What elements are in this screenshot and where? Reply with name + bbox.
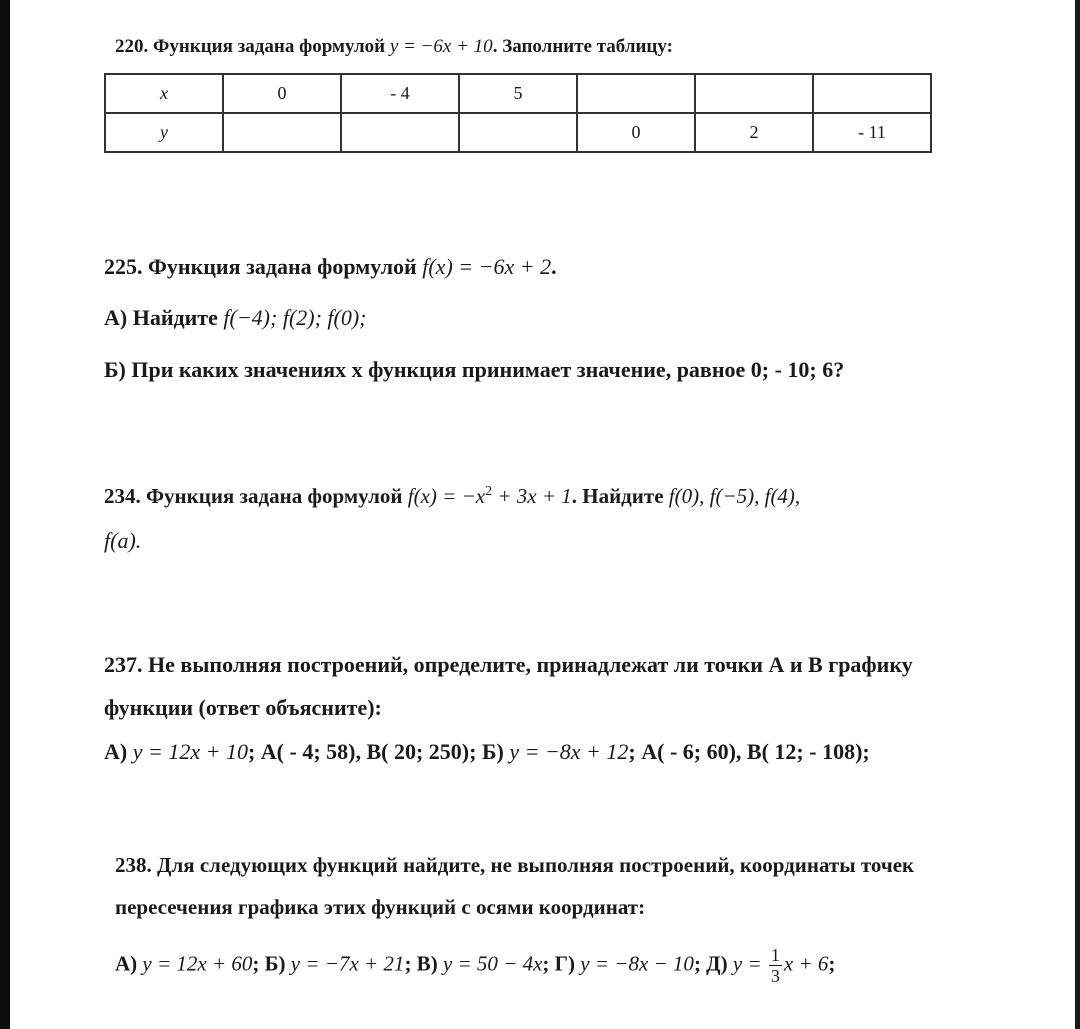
problem-237-b-points: ; А( - 6; 60), В( 12; - 108); xyxy=(628,739,870,764)
problem-238-d-label: ; Г) xyxy=(542,951,581,976)
problem-234-formula-a: f(x) = −x xyxy=(407,484,486,508)
problem-237-text-1: 237. Не выполняя построений, определите, принадлежат ли точки А и В графику xyxy=(104,652,913,677)
table-cell xyxy=(577,74,695,113)
problem-238-fraction xyxy=(769,945,782,986)
problem-225-lead: 225. Функция задана формулой xyxy=(104,254,423,279)
problem-238-line1 xyxy=(115,851,914,879)
problem-225-a-items: f(−4); f(2); f(0); xyxy=(223,305,367,330)
problem-225-part-a xyxy=(104,304,367,332)
problem-237-text-2: функции (ответ объясните): xyxy=(104,695,382,720)
problem-238-text-1: 238. Для следующих функций найдите, не выполняя построений, координаты точек xyxy=(115,853,915,877)
problem-238-d-formula: y = −8x − 10 xyxy=(580,951,694,976)
problem-237-a-label: А) xyxy=(104,739,133,764)
table-row-y xyxy=(105,113,931,152)
problem-225-heading xyxy=(104,253,557,281)
table-cell: 0 xyxy=(577,113,695,152)
problem-238-a-formula: y = 12x + 60 xyxy=(142,951,253,976)
table-cell xyxy=(459,113,577,152)
table-cell: 5 xyxy=(459,74,577,113)
problem-220-lead: 220. Функция задана формулой xyxy=(115,36,390,57)
problem-234-power: 2 xyxy=(485,484,493,499)
right-frame-border xyxy=(1075,0,1080,1029)
problem-234-lead: 234. Функция задана формулой xyxy=(104,484,408,508)
problem-237-a-points: ; А( - 4; 58), В( 20; 250); Б) xyxy=(247,739,510,764)
problem-237-line1 xyxy=(104,651,913,679)
problem-238-c-formula: y = 50 − 4x xyxy=(442,951,543,976)
problem-238-e-label: ; Д) xyxy=(693,951,733,976)
table-cell: - 4 xyxy=(341,74,459,113)
table-cell: 2 xyxy=(695,113,813,152)
problem-238-line2 xyxy=(115,893,645,921)
problem-234-items: f(0), f(−5), f(4), xyxy=(668,484,801,508)
problem-225-formula: f(x) = −6x + 2 xyxy=(422,254,552,279)
problem-234-heading xyxy=(104,478,800,510)
fraction-denominator: 3 xyxy=(770,966,780,986)
table-cell xyxy=(341,113,459,152)
problem-238-e-formula-post: x + 6 xyxy=(783,951,829,976)
problem-237-line2 xyxy=(104,694,382,722)
problem-237-line3 xyxy=(104,738,870,766)
problem-225-a-label: А) Найдите xyxy=(104,305,224,330)
problem-234-last: f(a). xyxy=(104,528,142,553)
table-head-x: x xyxy=(105,74,223,113)
problem-234-formula-b: + 3x + 1 xyxy=(492,484,572,508)
table-cell xyxy=(223,113,341,152)
fraction-numerator: 1 xyxy=(770,945,780,965)
problem-225-b-text: Б) При каких значениях x функция принимает значение, равное 0; - 10; 6? xyxy=(104,357,845,382)
problem-237-a-formula: y = 12x + 10 xyxy=(132,739,248,764)
problem-220-formula: y = −6x + 10 xyxy=(389,36,493,57)
problem-238-a-label: А) xyxy=(115,951,143,976)
problem-220-tail: . Заполните таблицу: xyxy=(492,36,673,57)
left-frame-border xyxy=(0,0,10,1029)
table-cell xyxy=(813,74,931,113)
table-cell: 0 xyxy=(223,74,341,113)
problem-238-c-label: ; В) xyxy=(404,951,443,976)
problem-238-line3 xyxy=(115,945,835,986)
function-value-table xyxy=(104,73,932,153)
problem-238-e-formula-pre: y = xyxy=(732,951,767,976)
problem-238-b-formula: y = −7x + 21 xyxy=(290,951,405,976)
problem-238-text-2: пересечения графика этих функций с осями координат: xyxy=(115,895,646,919)
problem-234-mid: . Найдите xyxy=(571,484,669,508)
problem-234-continuation xyxy=(104,527,141,555)
table-row-x xyxy=(105,74,931,113)
problem-220-heading xyxy=(115,33,673,61)
table-head-y: y xyxy=(105,113,223,152)
problem-238-end: ; xyxy=(828,951,836,976)
table-cell xyxy=(695,74,813,113)
problem-237-b-formula: y = −8x + 12 xyxy=(509,739,629,764)
table-cell: - 11 xyxy=(813,113,931,152)
problem-225-part-b xyxy=(104,356,844,384)
problem-225-end: . xyxy=(551,254,557,279)
problem-238-b-label: ; Б) xyxy=(252,951,291,976)
